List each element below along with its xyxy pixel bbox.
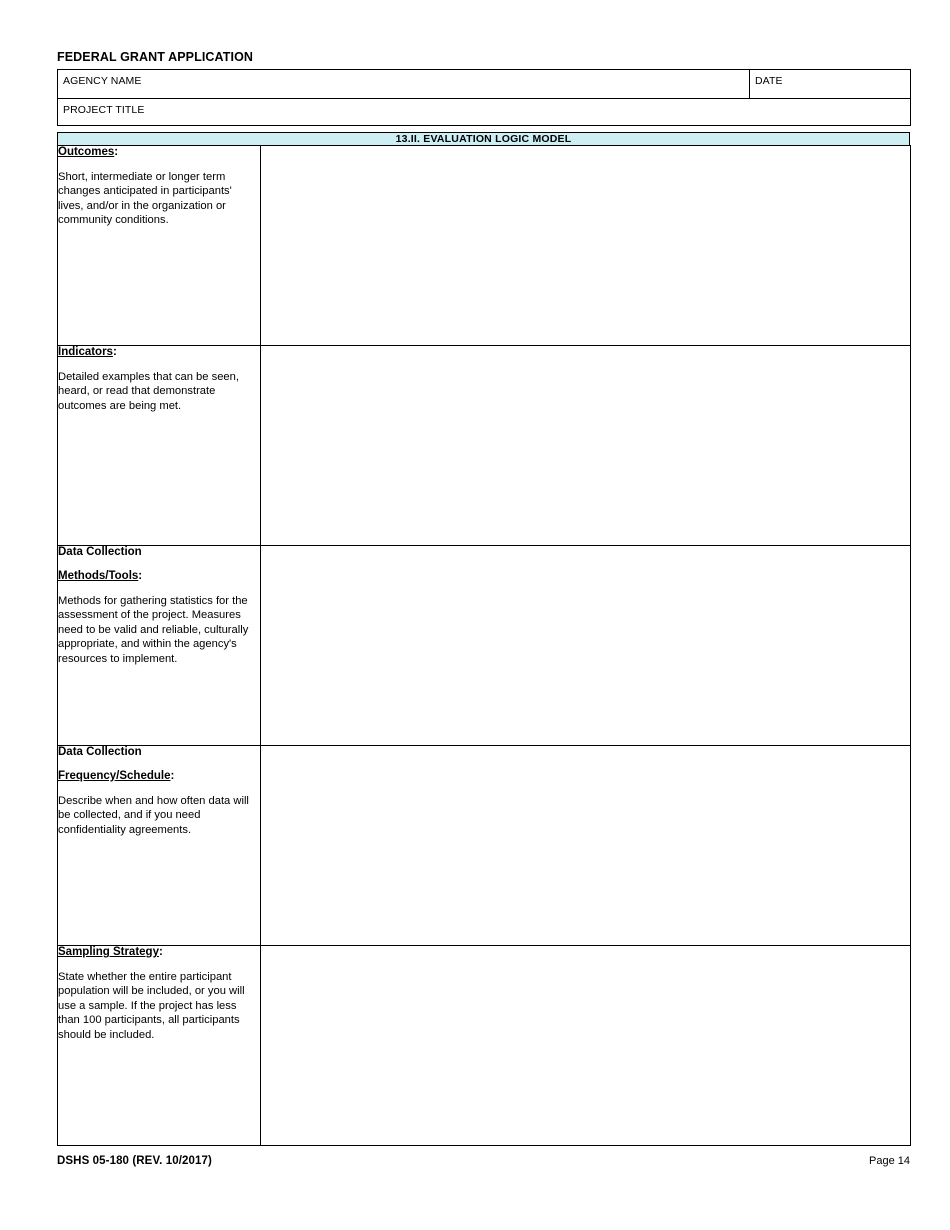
data-collection-frequency-label-cell	[58, 746, 261, 946]
data-collection-methods-answer-input[interactable]	[261, 546, 910, 740]
logic-model-table	[57, 145, 911, 1146]
agency-name-cell[interactable]	[58, 70, 750, 99]
section-row-indicators	[58, 346, 911, 546]
outcomes-answer-input[interactable]	[261, 146, 910, 340]
outcomes-description: Short, intermediate or longer term changes anticipated in participants' lives, and/or in the organization or community conditions.	[58, 170, 232, 227]
outcomes-label-cell	[58, 146, 261, 346]
data-collection-methods-label-cell	[58, 546, 261, 746]
page-number: Page 14	[869, 1155, 910, 1167]
section-band-table	[57, 132, 910, 146]
data-collection-methods-plain-heading: Data Collection	[58, 546, 142, 558]
form-id: DSHS 05-180 (REV. 10/2017)	[57, 1155, 212, 1167]
sampling-strategy-answer-cell[interactable]	[261, 946, 911, 1146]
indicators-label-cell	[58, 346, 261, 546]
indicators-answer-input[interactable]	[261, 346, 910, 540]
sampling-strategy-description: State whether the entire participant population will be included, or you will use a sample. If the project has less than 100 participants, all participants should be included.	[58, 970, 245, 1042]
page-footer	[57, 1155, 910, 1167]
section-row-data-collection-methods	[58, 546, 911, 746]
section-row-data-collection-frequency	[58, 746, 911, 946]
section-row-sampling-strategy	[58, 946, 911, 1146]
header-row-project	[58, 99, 911, 126]
data-collection-frequency-subheading: Frequency/Schedule:	[58, 769, 175, 782]
project-title-label: PROJECT TITLE	[63, 104, 145, 116]
project-title-cell[interactable]	[58, 99, 911, 126]
data-collection-methods-subheading: Methods/Tools:	[58, 569, 143, 582]
sampling-strategy-label-cell	[58, 946, 261, 1146]
data-collection-methods-description: Methods for gathering statistics for the assessment of the project. Measures need to be valid and reliable, culturally appropriate, and within the agency's resources to implement.	[58, 594, 249, 665]
data-collection-frequency-answer-cell[interactable]	[261, 746, 911, 946]
section-band-row	[58, 133, 910, 146]
indicators-answer-cell[interactable]	[261, 346, 911, 546]
outcomes-heading: Outcomes:	[58, 146, 119, 158]
date-cell[interactable]	[750, 70, 911, 99]
header-row-agency	[58, 70, 911, 99]
page-title: FEDERAL GRANT APPLICATION	[57, 50, 254, 64]
section-band: 13.II. EVALUATION LOGIC MODEL	[58, 133, 910, 146]
form-page	[57, 50, 910, 1146]
outcomes-answer-cell[interactable]	[261, 146, 911, 346]
agency-name-label: AGENCY NAME	[63, 75, 142, 87]
date-label: DATE	[755, 75, 783, 87]
section-row-outcomes	[58, 146, 911, 346]
data-collection-frequency-answer-input[interactable]	[261, 746, 910, 940]
sampling-strategy-heading: Sampling Strategy:	[58, 946, 163, 958]
indicators-heading: Indicators:	[58, 346, 117, 358]
indicators-description: Detailed examples that can be seen, heard, or read that demonstrate outcomes are being met.	[58, 370, 239, 412]
data-collection-methods-answer-cell[interactable]	[261, 546, 911, 746]
data-collection-frequency-description: Describe when and how often data will be collected, and if you need confidentiality agreements.	[58, 794, 249, 836]
form-table	[57, 69, 911, 126]
data-collection-frequency-plain-heading: Data Collection	[58, 746, 142, 758]
sampling-strategy-answer-input[interactable]	[261, 946, 910, 1140]
